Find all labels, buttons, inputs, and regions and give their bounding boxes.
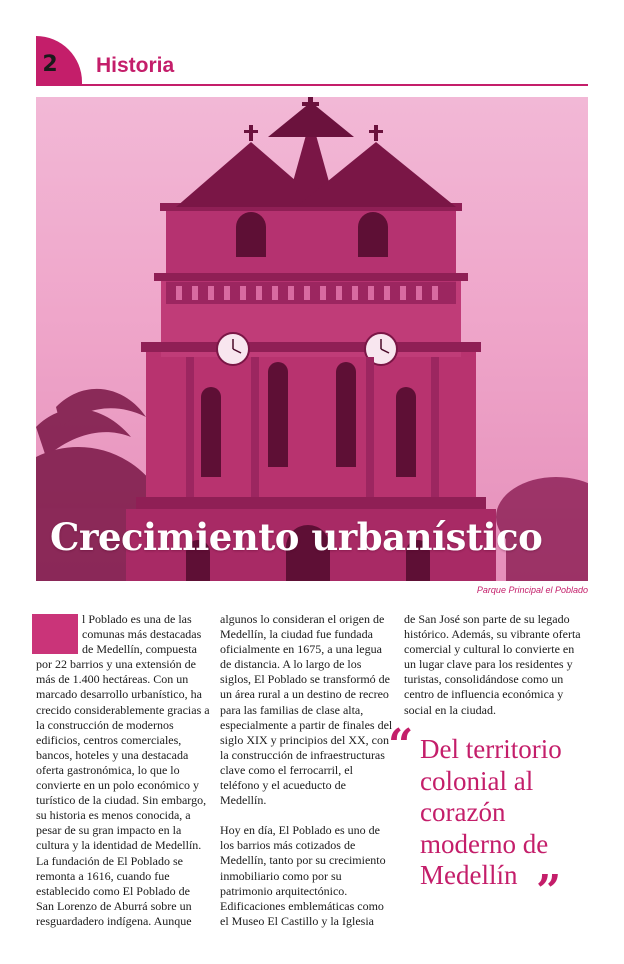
photo-caption: Parque Principal el Poblado <box>476 585 588 595</box>
header-rule <box>36 84 588 86</box>
hero-image <box>36 97 588 581</box>
page-number: 2 <box>42 52 58 77</box>
article-paragraph: algunos lo consideran el origen de Medellín, la ciudad fue fundada oficialmente en 1675, a una legua de distancia. A lo largo de los siglos, El Poblado se transformó de un área rural a un destino de recreo para las familias de clase alta, especialmente a partir de finales del siglo XIX y principios del XX, con la construcción de infraestructuras clave como el ferrocarril, el teléfono y el acueducto de Medellín. <box>220 612 393 808</box>
open-quote-icon: “ <box>388 720 414 771</box>
pull-quote-text: Del territorio colonial al corazón moderno de Medellín <box>420 734 562 890</box>
section-title: Historia <box>96 54 175 77</box>
article-column-1 <box>36 612 210 944</box>
article-paragraph: l Poblado es una de las comunas más destacadas de Medellín, compuesta por 22 barrios y una extensión de más de 1.400 hectáreas. Con un marcado desarrollo urbanístico, ha crecido considerablemente gracias a la construcción de modernos edificios, centros comerciales, bancos, hoteles y una destacada oferta gastronómica, lo que lo convierte en un polo económico y turístico de la ciudad. Sin embargo, su historia es menos conocida, a pesar de su gran impacto en la cultura y la identidad de Medellín. La fundación de El Poblado se remonta a 1616, cuando fue establecido como El Poblado de San Lorenzo de Aburrá sobre un resguardadero indígena. Aunque <box>36 612 210 928</box>
hero-title: Crecimiento urbanístico <box>50 515 543 559</box>
article-paragraph: de San José son parte de su legado histórico. Además, su vibrante oferta comercial y cultural lo convierte en un lugar clave para los residentes y turistas, consolidándose como un centro de influencia económica y social en la ciudad. <box>404 612 581 717</box>
article-paragraph: Hoy en día, El Poblado es uno de los barrios más cotizados de Medellín, tanto por su crecimiento inmobiliario como por su patrimonio arquitectónico. Edificaciones emblemáticas como el Museo El Castillo y la Iglesia <box>220 823 386 928</box>
page-header <box>36 36 588 88</box>
clock-tower-illustration <box>36 97 588 581</box>
drop-cap-block <box>32 614 78 654</box>
article-column-3 <box>404 612 588 733</box>
close-quote-icon: ” <box>536 866 562 917</box>
article-column-2 <box>220 612 394 944</box>
